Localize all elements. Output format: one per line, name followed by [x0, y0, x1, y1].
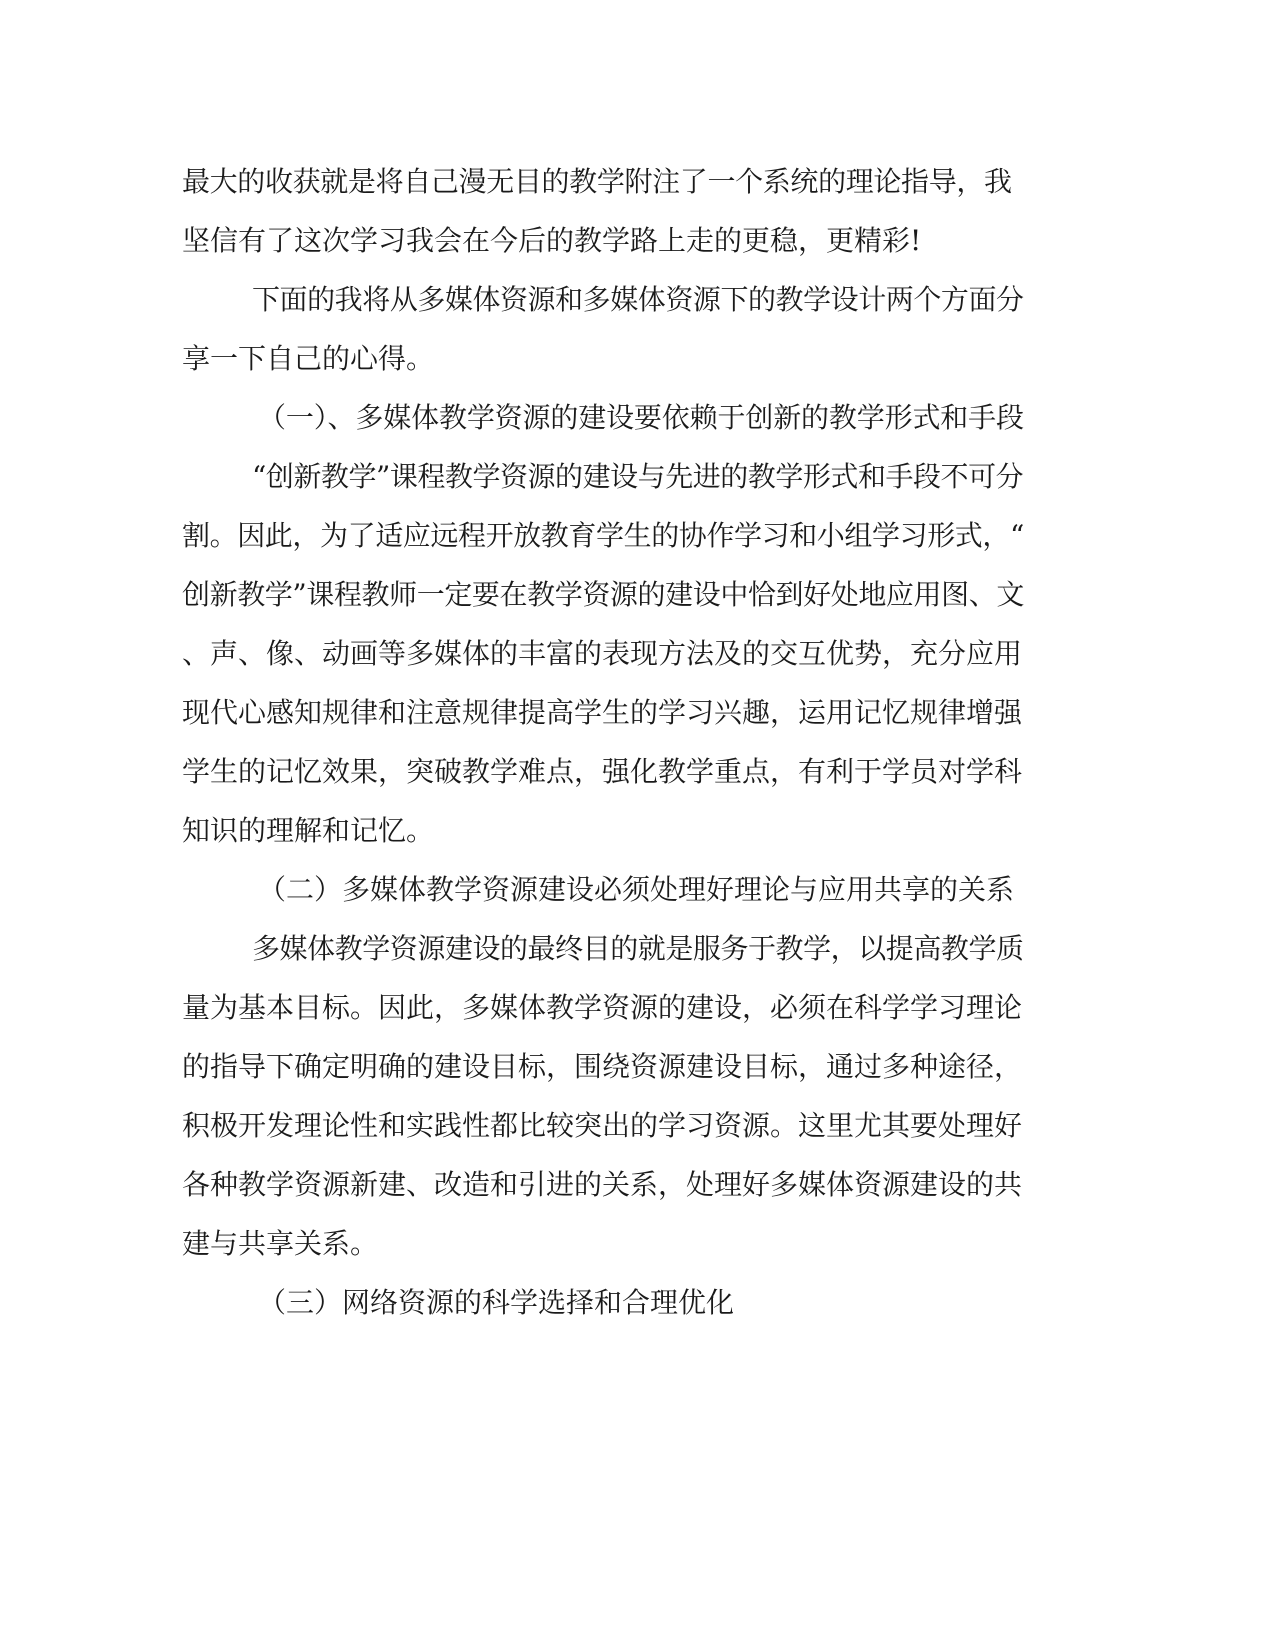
text-line: 学生的记忆效果，突破教学难点，强化教学重点，有利于学员对学科: [182, 755, 1023, 788]
text-line: 多媒体教学资源建设的最终目的就是服务于教学，以提高教学质: [252, 932, 1024, 965]
text-line: 量为基本目标。因此，多媒体教学资源的建设，必须在科学学习理论: [182, 991, 1023, 1024]
text-line: 积极开发理论性和实践性都比较突出的学习资源。这里尤其要处理好: [182, 1109, 1023, 1142]
section-heading: （三）网络资源的科学选择和合理优化: [258, 1286, 735, 1319]
text-line: 的指导下确定明确的建设目标，围绕资源建设目标，通过多种途径，: [182, 1050, 1023, 1083]
text-line: 下面的我将从多媒体资源和多媒体资源下的教学设计两个方面分: [252, 283, 1024, 316]
text-line: 最大的收获就是将自己漫无目的教学附注了一个系统的理论指导，我: [182, 165, 1012, 198]
text-line: 坚信有了这次学习我会在今后的教学路上走的更稳，更精彩!: [182, 224, 922, 257]
section-heading: （二）多媒体教学资源建设必须处理好理论与应用共享的关系: [258, 873, 1015, 906]
text-line: “创新教学”课程教学资源的建设与先进的教学形式和手段不可分: [252, 460, 1024, 493]
section-heading: （一）、多媒体教学资源的建设要依赖于创新的教学形式和手段: [258, 401, 1024, 434]
text-line: 、声、像、动画等多媒体的丰富的表现方法及的交互优势，充分应用: [182, 637, 1023, 670]
text-line: 知识的理解和记忆。: [182, 814, 435, 847]
text-line: 现代心感知规律和注意规律提高学生的学习兴趣，运用记忆规律增强: [182, 696, 1023, 729]
text-line: 享一下自己的心得。: [182, 342, 435, 375]
text-line: 各种教学资源新建、改造和引进的关系，处理好多媒体资源建设的共: [182, 1168, 1023, 1201]
text-line: 割。因此，为了适应远程开放教育学生的协作学习和小组学习形式，“: [182, 519, 1024, 552]
text-line: 创新教学”课程教师一定要在教学资源的建设中恰到好处地应用图、文: [182, 578, 1024, 611]
text-line: 建与共享关系。: [182, 1227, 379, 1260]
